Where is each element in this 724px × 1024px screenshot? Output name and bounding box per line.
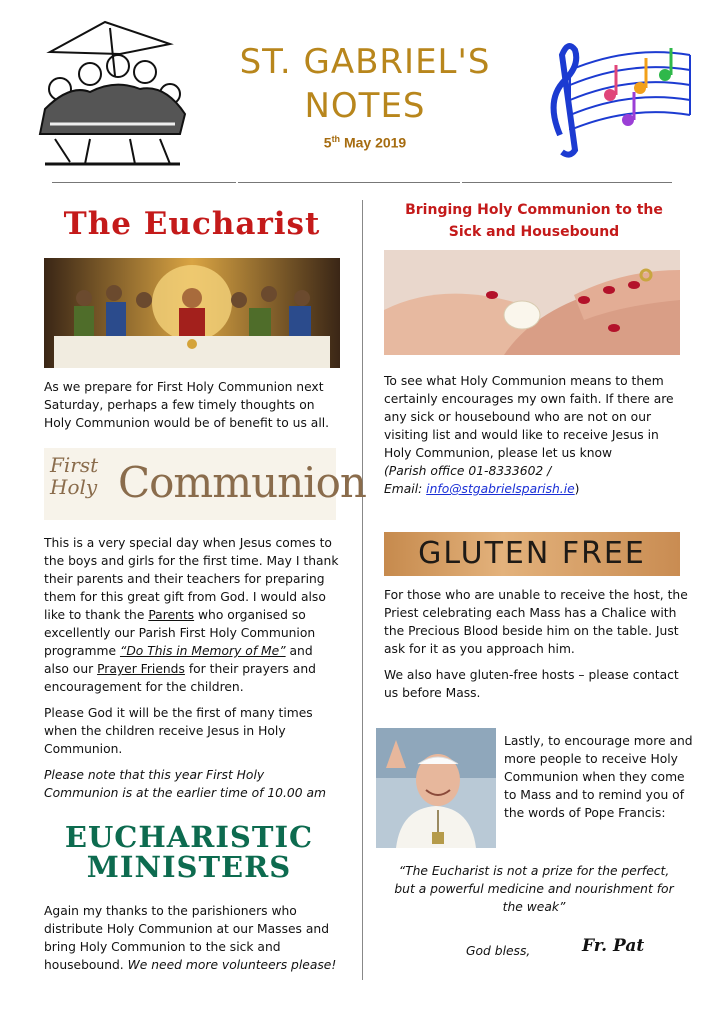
email-link[interactable]: info@stgabrielsparish.ie [426,482,575,496]
header-rule-2 [238,182,460,183]
title-line-1: ST. GABRIEL'S [239,42,491,82]
sick-heading-line-1: Bringing Holy Communion to the [405,202,663,218]
gluten-body [384,586,688,710]
prayer-friends-text: Prayer Friends [97,662,185,676]
please-god-paragraph: Please God it will be the first of many times when the children receive Jesus in Holy Communion. [44,706,313,756]
banner-holy: Holy [50,475,98,499]
thanks-text-b: who organised so excellently our Parish First Holy Communion programme [44,608,316,658]
gluten-free-text: GLUTEN FREE [418,536,646,571]
ministers-paragraph [44,902,344,974]
left-body [44,534,340,810]
closing-blessing: God bless, [466,944,531,958]
parish-office-contact: (Parish office 01-8333602 / [384,464,552,478]
banner-first: First [50,453,99,477]
thanks-paragraph [44,534,340,696]
first-holy-communion-banner [44,448,366,520]
volunteers-appeal: We need more volunteers please! [127,958,337,972]
sick-heading-line-2: Sick and Housebound [448,224,620,240]
intro-paragraph: As we prepare for First Holy Communion next Saturday, perhaps a few timely thoughts on Holy Communion would be of benefit to us all. [44,380,330,430]
sick-housebound-heading [384,199,684,243]
sick-paragraph [384,372,688,498]
last-supper-sketch [30,14,190,169]
date-day: 5 [323,134,332,151]
newsletter-title [200,40,530,128]
email-close: ) [574,482,580,496]
title-line-2: NOTES [304,86,426,126]
time-note-paragraph: Please note that this year First Holy Communion is at the earlier time of 10.00 am [44,768,326,800]
issue-date [290,134,440,151]
programme-name: “Do This in Memory of Me” [119,644,286,658]
pope-quote: “The Eucharist is not a prize for the perfect, but a powerful medicine and nourishment for the weak” [394,864,674,914]
column-divider [362,200,363,980]
pope-francis-photo [376,728,496,848]
date-month-year: May 2019 [343,134,407,151]
gluten-hosts-paragraph: We also have gluten-free hosts – please contact us before Mass. [384,668,679,700]
banner-eucharistic: EUCHARISTIC [64,820,314,854]
header-rule-3 [462,182,672,183]
email-label: Email: [384,482,427,496]
header-rule-1 [52,182,236,183]
chalice-paragraph: For those who are unable to receive the host, the Priest celebrating each Mass has a Chalice with the Precious Blood beside him on the table. Just ask for it as you approach him. [384,588,688,656]
email-line [384,480,688,498]
communion-hands-photo [384,250,680,355]
eucharist-heading: The Eucharist [63,206,321,242]
sick-text: To see what Holy Communion means to them certainly encourages my own faith. If there are any sick or housebound who are not on our visiting list and would like to receive Jesus in Holy Communion, please let us know [384,374,674,460]
signature-fr-pat: Fr. Pat [582,936,645,956]
pope-paragraph: Lastly, to encourage more and more people to receive Holy Communion when they come to Mass and to remind you of the words of Pope Francis: [504,734,693,820]
date-suffix: th [331,134,341,144]
thanks-text-a: This is a very special day when Jesus comes to the boys and girls for the first time. May I thank their parents and their teachers for preparing them for this great gift from God. I would also like to thank the [44,536,339,622]
eucharistic-ministers-banner [60,822,318,884]
banner-ministers: MINISTERS [86,850,292,884]
ministers-text: Again my thanks to the parishioners who distribute Holy Communion at our Masses and bring Holy Communion to the sick and housebound. [44,904,330,972]
gluten-free-banner [384,532,680,576]
last-supper-painting [44,258,340,368]
music-notes-image [540,40,700,158]
parents-link-text: Parents [148,608,195,622]
thanks-text-d: for their prayers and encouragement for the children. [44,662,316,694]
banner-communion: Communion [118,458,366,507]
thanks-text-c: and also our [44,644,313,676]
